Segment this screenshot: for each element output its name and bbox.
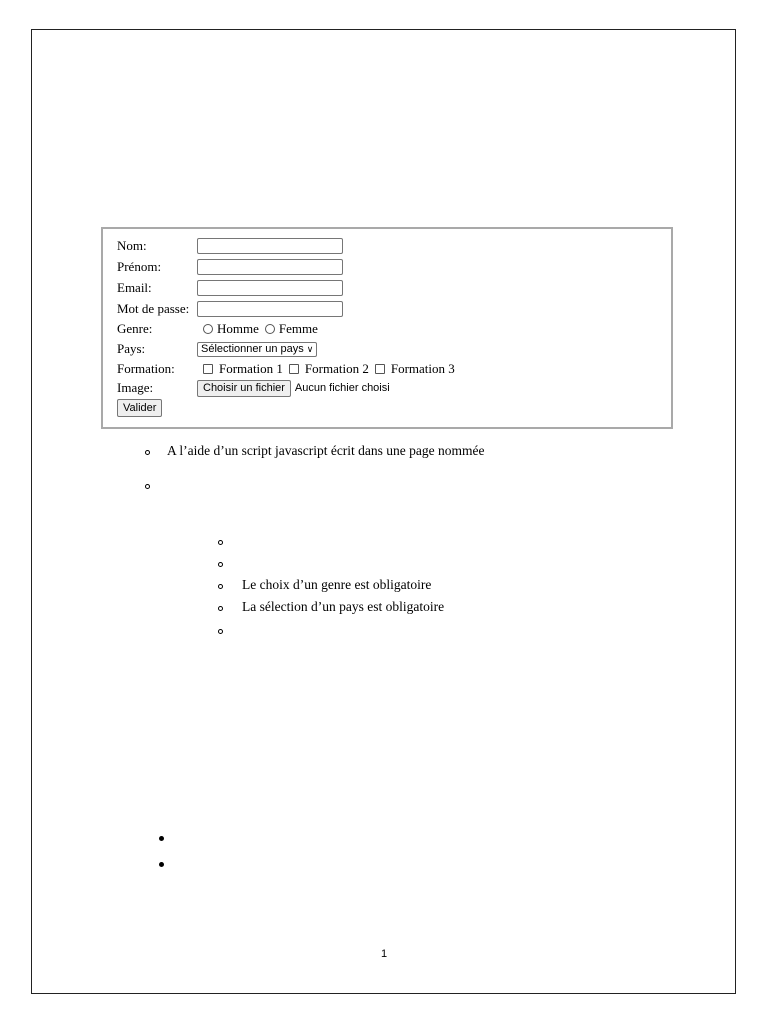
choose-file-button[interactable]: Choisir un fichier (197, 380, 291, 397)
formation-1-label: Formation 1 (219, 361, 283, 376)
circle-bullet-icon (145, 484, 150, 489)
list-item (218, 577, 432, 594)
formation-label: Formation: (117, 361, 175, 376)
chevron-down-icon: ∨ (306, 343, 314, 354)
list-item (218, 623, 223, 639)
list-item-text: A l’aide d’un script javascript écrit dans une page nommée (167, 443, 485, 458)
file-status-text: Aucun fichier choisi (294, 382, 390, 394)
radio-homme-label: Homme (217, 321, 259, 336)
nom-label: Nom: (117, 238, 147, 253)
list-item (145, 478, 150, 494)
page-border (31, 29, 736, 994)
prenom-input[interactable] (197, 259, 343, 275)
formation-2-label: Formation 2 (304, 361, 369, 376)
pays-select[interactable] (197, 342, 317, 357)
form-row-image (117, 378, 390, 398)
disc-bullet-icon (159, 836, 164, 841)
genre-label: Genre: (117, 321, 153, 336)
form-screenshot (101, 227, 673, 429)
email-label: Email: (117, 280, 152, 295)
nom-input[interactable] (197, 238, 343, 254)
list-item (159, 856, 164, 872)
checkbox-formation-1[interactable] (203, 364, 213, 374)
circle-bullet-icon (145, 450, 150, 455)
radio-homme[interactable] (203, 324, 213, 334)
form-row-formation (117, 359, 455, 379)
form-row-password (117, 299, 343, 319)
circle-bullet-icon (218, 584, 223, 589)
pays-select-value: Sélectionner un pays (201, 342, 304, 355)
submit-button[interactable]: Valider (117, 399, 162, 417)
disc-bullet-icon (159, 862, 164, 867)
formation-3-label: Formation 3 (390, 361, 455, 376)
list-item-text: La sélection d’un pays est obligatoire (242, 599, 445, 614)
password-input[interactable] (197, 301, 343, 317)
radio-femme-label: Femme (278, 321, 318, 336)
circle-bullet-icon (218, 606, 223, 611)
prenom-label: Prénom: (117, 259, 162, 274)
circle-bullet-icon (218, 629, 223, 634)
list-item (218, 534, 223, 550)
list-item (218, 599, 445, 616)
pays-label: Pays: (117, 341, 146, 356)
radio-femme[interactable] (265, 324, 275, 334)
list-item (218, 556, 223, 572)
form-row-pays (117, 339, 317, 359)
image-label: Image: (117, 380, 154, 395)
form-row-nom (117, 236, 343, 256)
page-number: 1 (380, 948, 388, 960)
checkbox-formation-2[interactable] (289, 364, 299, 374)
circle-bullet-icon (218, 540, 223, 545)
circle-bullet-icon (218, 562, 223, 567)
list-item (145, 443, 485, 460)
form-row-prenom (117, 257, 343, 277)
checkbox-formation-3[interactable] (375, 364, 385, 374)
password-label: Mot de passe: (117, 301, 190, 316)
list-item (159, 830, 164, 846)
list-item-text: Le choix d’un genre est obligatoire (242, 577, 432, 592)
form-row-email (117, 278, 343, 298)
email-input[interactable] (197, 280, 343, 296)
form-row-genre (117, 319, 318, 339)
